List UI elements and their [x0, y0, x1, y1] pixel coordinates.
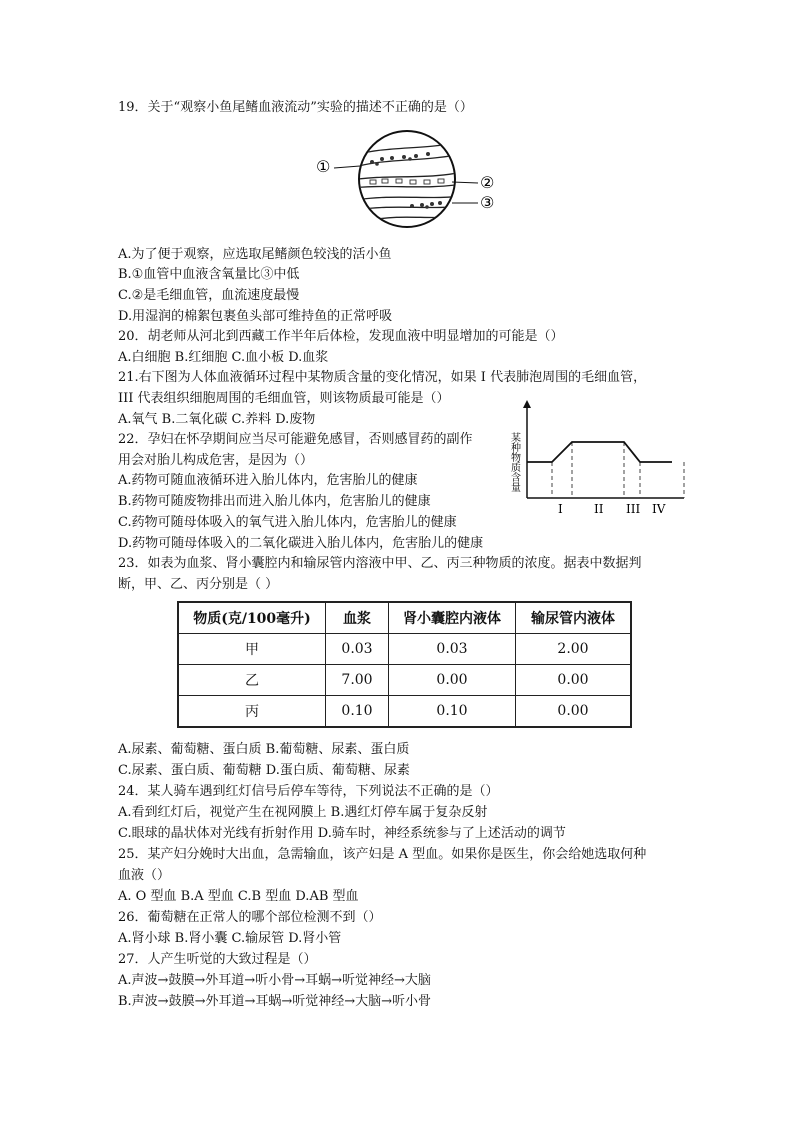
- table-cell: 0.00: [516, 696, 632, 728]
- q19-option-d: D.用湿润的棉絮包裹鱼头部可维持鱼的正常呼吸: [118, 309, 393, 324]
- fig-label-2: ②: [480, 173, 495, 192]
- tick-I: I: [558, 502, 563, 516]
- table-row: [178, 634, 631, 665]
- table-cell: 0.03: [326, 634, 389, 665]
- concentration-table: [177, 601, 632, 728]
- q19-option-a: A.为了便于观察，应选取尾鳍颜色较浅的活小鱼: [118, 247, 392, 262]
- fish-tail-microscope-figure: [312, 128, 502, 230]
- table-header-row: [178, 602, 631, 634]
- table-cell: 丙: [178, 696, 326, 728]
- q24-option-ab: A.看到红灯后，视觉产生在视网膜上 B.遇红灯停车属于复杂反射: [118, 805, 488, 820]
- q27-option-a: A.声波→鼓膜→外耳道→听小骨→耳蜗→听觉神经→大脑: [118, 973, 431, 988]
- q26-options: A.肾小球 B.肾小囊 C.输尿管 D.肾小管: [118, 931, 342, 946]
- tick-II: II: [594, 502, 604, 516]
- table-row: [178, 696, 631, 728]
- table-header: 肾小囊腔内液体: [389, 602, 516, 634]
- q22-stem-line1: 22．孕妇在怀孕期间应当尽可能避免感冒，否则感冒药的副作: [118, 432, 473, 447]
- q25-stem-line2: 血液（）: [118, 868, 171, 883]
- q21-options: A.氧气 B.二氧化碳 C.养料 D.废物: [118, 412, 316, 427]
- table-cell: 0.00: [516, 665, 632, 696]
- table-cell: 乙: [178, 665, 326, 696]
- table-cell: 0.00: [389, 665, 516, 696]
- q20-stem: 20．胡老师从河北到西藏工作半年后体检，发现血液中明显增加的可能是（）: [118, 329, 564, 344]
- q22-option-a: A.药物可随血液循环进入胎儿体内，危害胎儿的健康: [118, 473, 418, 488]
- q23-option-cd: C.尿素、蛋白质、葡萄糖 D.蛋白质、葡萄糖、尿素: [118, 763, 410, 778]
- q22-option-d: D.药物可随母体吸入的二氧化碳进入胎儿体内，危害胎儿的健康: [118, 536, 484, 551]
- fig-label-3: ③: [480, 193, 495, 212]
- q24-option-cd: C.眼球的晶状体对光线有折射作用 D.骑车时，神经系统参与了上述活动的调节: [118, 826, 566, 841]
- substance-content-chart: [508, 398, 690, 516]
- q23-stem-line1: 23．如表为血浆、肾小囊腔内和输尿管内溶液中甲、乙、丙三种物质的浓度。据表中数据判: [118, 556, 642, 571]
- table-header: 血浆: [326, 602, 389, 634]
- q25-options: A. O 型血 B.A 型血 C.B 型血 D.AB 型血: [118, 889, 359, 904]
- table-cell: 甲: [178, 634, 326, 665]
- q22-option-b: B.药物可随废物排出而进入胎儿体内，危害胎儿的健康: [118, 494, 431, 509]
- table-header: 物质(克/100毫升): [178, 602, 326, 634]
- q27-stem: 27．人产生听觉的大致过程是（）: [118, 952, 317, 967]
- table-cell: 0.10: [326, 696, 389, 728]
- q23-stem-line2: 断，甲、乙、丙分别是（ ）: [118, 577, 279, 592]
- table-cell: 7.00: [326, 665, 389, 696]
- q19-option-b: B.①血管中血液含氧量比③中低: [118, 267, 300, 282]
- q21-stem-line2: III 代表组织细胞周围的毛细血管，则该物质最可能是（）: [118, 391, 450, 406]
- q23-option-ab: A.尿素、葡萄糖、蛋白质 B.葡萄糖、尿素、蛋白质: [118, 742, 410, 757]
- q25-stem-line1: 25．某产妇分娩时大出血，急需输血，该产妇是 A 型血。如果你是医生，你会给她选取何种: [118, 847, 647, 862]
- tick-III: III: [626, 502, 641, 516]
- fig-label-1: ①: [316, 157, 331, 176]
- table-cell: 0.03: [389, 634, 516, 665]
- chart-ylabel: 某种物质含量: [508, 432, 520, 492]
- q21-stem-line1: 21.右下图为人体血液循环过程中某物质含量的变化情况，如果 I 代表肺泡周围的毛细血管，: [118, 370, 647, 385]
- q19-stem: 19．关于“观察小鱼尾鳍血液流动”实验的描述不正确的是（）: [118, 100, 473, 115]
- table-header: 输尿管内液体: [516, 602, 632, 634]
- table-row: [178, 665, 631, 696]
- q27-option-b: B.声波→鼓膜→外耳道→耳蜗→听觉神经→大脑→听小骨: [118, 994, 432, 1009]
- q20-options: A.白细胞 B.红细胞 C.血小板 D.血浆: [118, 350, 329, 365]
- q24-stem: 24．某人骑车遇到红灯信号后停车等待，下列说法不正确的是（）: [118, 784, 499, 799]
- q26-stem: 26．葡萄糖在正常人的哪个部位检测不到（）: [118, 910, 382, 925]
- q22-stem-line2: 用会对胎儿构成危害，是因为（）: [118, 453, 314, 468]
- q19-option-c: C.②是毛细血管，血流速度最慢: [118, 288, 300, 303]
- table-cell: 2.00: [516, 634, 632, 665]
- tick-IV: IV: [652, 502, 666, 516]
- q22-option-c: C.药物可随母体吸入的氧气进入胎儿体内，危害胎儿的健康: [118, 515, 457, 530]
- table-cell: 0.10: [389, 696, 516, 728]
